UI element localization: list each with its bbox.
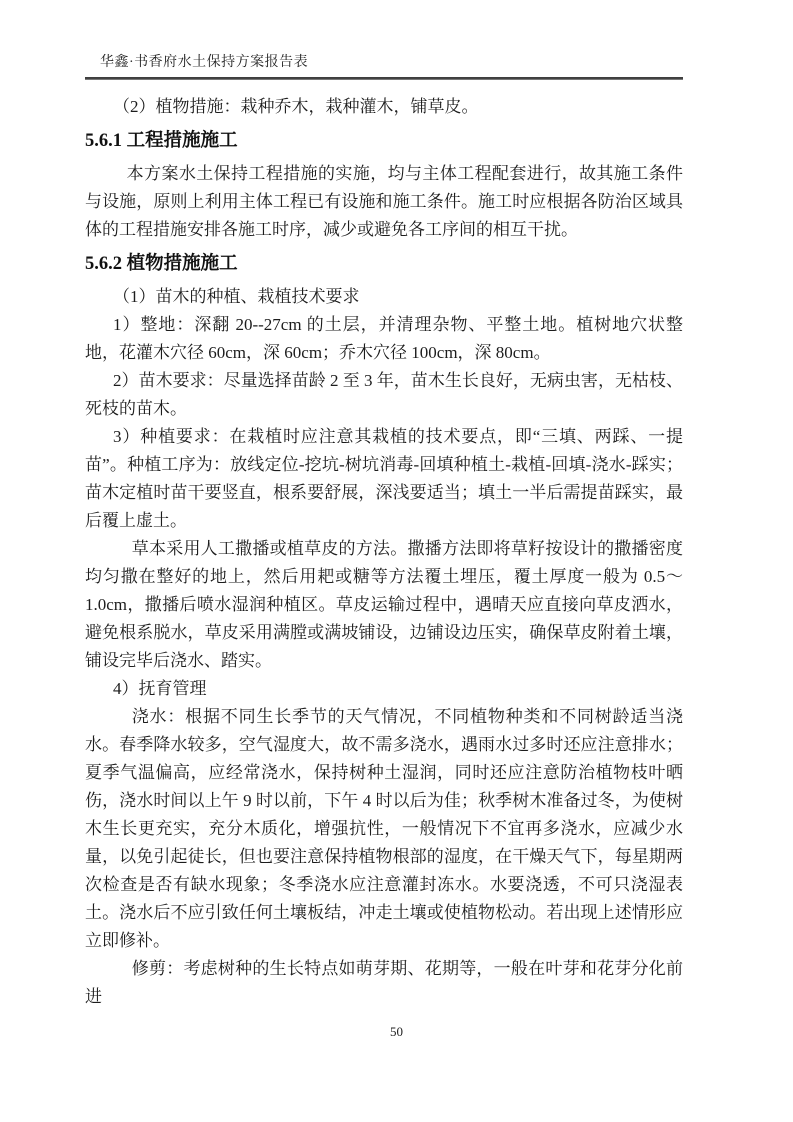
body-paragraph-grass-sowing: 草本采用人工撒播或植草皮的方法。撒播方法即将草籽按设计的撒播密度均匀撒在整好的地上，然后用耙或糖等方法覆土埋压，覆土厚度一般为 0.5～1.0cm，撒播后喷水湿润种植区。草皮运输过程中，遇晴天应直接向草皮洒水，避免根系脱水，草皮采用满膛或满坡铺设，边铺设边压实，确保草皮附着土壤，铺设完毕后浇水、踏实。 — [85, 539, 683, 670]
list-paragraph-land-preparation: 1）整地：深翻 20--27cm 的土层，并清理杂物、平整土地。植树地穴状整地，花灌木穴径 60cm，深 60cm；乔木穴径 100cm，深 80cm。 — [85, 315, 683, 362]
list-paragraph-seedling-quality: 2）苗木要求：尽量选择苗龄 2 至 3 年，苗木生长良好，无病虫害，无枯枝、死枝的苗木。 — [85, 371, 683, 418]
section-heading-5-6-2: 5.6.2 植物措施施工 — [85, 254, 238, 274]
list-paragraph-plant-measures: （2）植物措施：栽种乔木，栽种灌木，铺草皮。 — [113, 97, 479, 116]
page-content — [85, 54, 683, 1011]
body-paragraph-watering: 浇水：根据不同生长季节的天气情况，不同植物种类和不同树龄适当浇水。春季降水较多，空气湿度大，故不需多浇水，遇雨水过多时还应注意排水；夏季气温偏高，应经常浇水，保持树种土湿润，同时还应注意防治植物枝叶晒伤，浇水时间以上午 9 时以前，下午 4 时以后为佳；秋季树木准备过冬，为使树木生长更充实，充分木质化，增强抗性，一般情况下不宜再多浇水，应减少水量，以免引起徒长，但也要注意保持植物根部的湿度，在干燥天气下，每星期两次检查是否有缺水现象；冬季浇水应注意灌封冻水。水要浇透，不可只浇湿表土。浇水后不应引致任何土壤板结，冲走土壤或使植物松动。若出现上述情形应立即修补。 — [85, 707, 683, 950]
list-paragraph-seedling-requirements-title: （1）苗木的种植、栽植技术要求 — [113, 287, 360, 306]
list-paragraph-planting-requirements: 3）种植要求：在栽植时应注意其栽植的技术要点，即“三填、两踩、一提苗”。种植工序为：放线定位-挖坑-树坑消毒-回填种植土-栽植-回填-浇水-踩实；苗木定植时苗干要竖直，根系要舒展，深浅要适当；填土一半后需提苗踩实，最后覆上虚土。 — [85, 427, 683, 530]
body-paragraph-engineering-measures: 本方案水土保持工程措施的实施，均与主体工程配套进行，故其施工条件与设施，原则上利用主体工程已有设施和施工条件。施工时应根据各防治区域具体的工程措施安排各施工时序，减少或避免各工序间的相互干扰。 — [85, 164, 683, 239]
list-paragraph-tending-management: 4）抚育管理 — [113, 679, 207, 698]
section-heading-5-6-1: 5.6.1 工程措施施工 — [85, 131, 238, 151]
page-number: 50 — [390, 1024, 403, 1039]
header-rule — [85, 77, 683, 80]
document-body — [85, 93, 683, 1011]
running-header-title: 华鑫·书香府水土保持方案报告表 — [100, 55, 309, 70]
body-paragraph-pruning: 修剪：考虑树种的生长特点如萌芽期、花期等，一般在叶芽和花芽分化前进 — [85, 959, 683, 1006]
